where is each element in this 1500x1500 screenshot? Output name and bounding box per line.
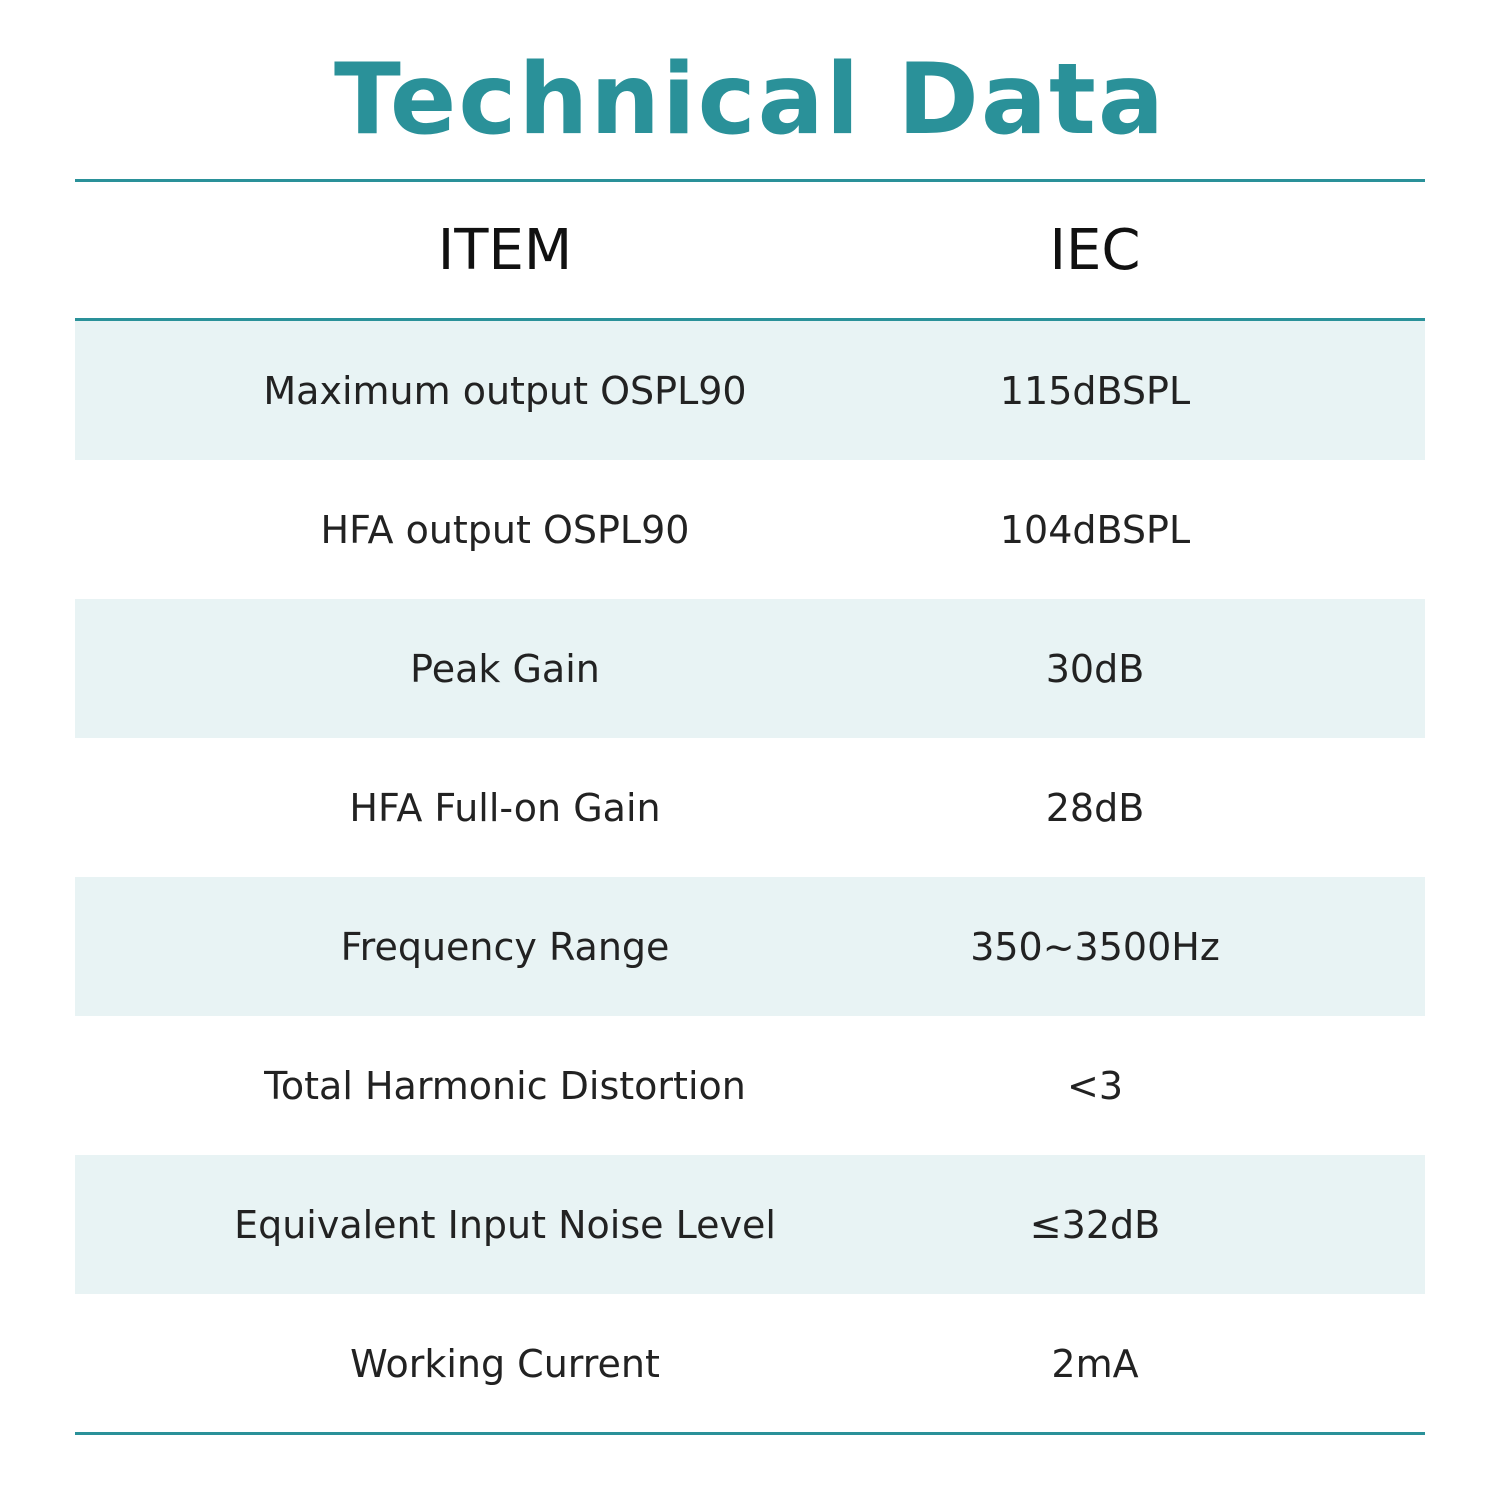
row-value: 350~3500Hz [970, 924, 1220, 969]
header-item: ITEM [437, 217, 573, 283]
table-row [75, 1294, 1425, 1433]
table-row [75, 877, 1425, 1016]
row-value: <3 [1066, 1063, 1124, 1108]
table-bottom-divider [75, 1432, 1425, 1435]
row-item-label: Frequency Range [340, 924, 670, 969]
row-item-label: Equivalent Input Noise Level [234, 1202, 776, 1247]
table-row [75, 1016, 1425, 1155]
spec-table [75, 321, 1425, 1433]
row-value: 115dBSPL [999, 368, 1191, 413]
table-row [75, 738, 1425, 877]
row-item-label: HFA output OSPL90 [320, 507, 690, 552]
table-row [75, 321, 1425, 460]
row-item-label: Peak Gain [410, 646, 600, 691]
table-row [75, 599, 1425, 738]
row-item-label: Working Current [350, 1341, 660, 1386]
table-header [75, 182, 1425, 318]
row-item-label: HFA Full-on Gain [349, 785, 661, 830]
row-value: ≤32dB [1029, 1202, 1161, 1247]
row-item-label: Total Harmonic Distortion [264, 1063, 746, 1108]
header-iec: IEC [1049, 217, 1141, 283]
row-value: 2mA [1051, 1341, 1139, 1386]
page-title: Technical Data [334, 43, 1166, 157]
row-item-label: Maximum output OSPL90 [263, 368, 747, 413]
row-value: 28dB [1045, 785, 1145, 830]
row-value: 104dBSPL [999, 507, 1191, 552]
table-row [75, 1155, 1425, 1294]
row-value: 30dB [1045, 646, 1145, 691]
table-row [75, 460, 1425, 599]
